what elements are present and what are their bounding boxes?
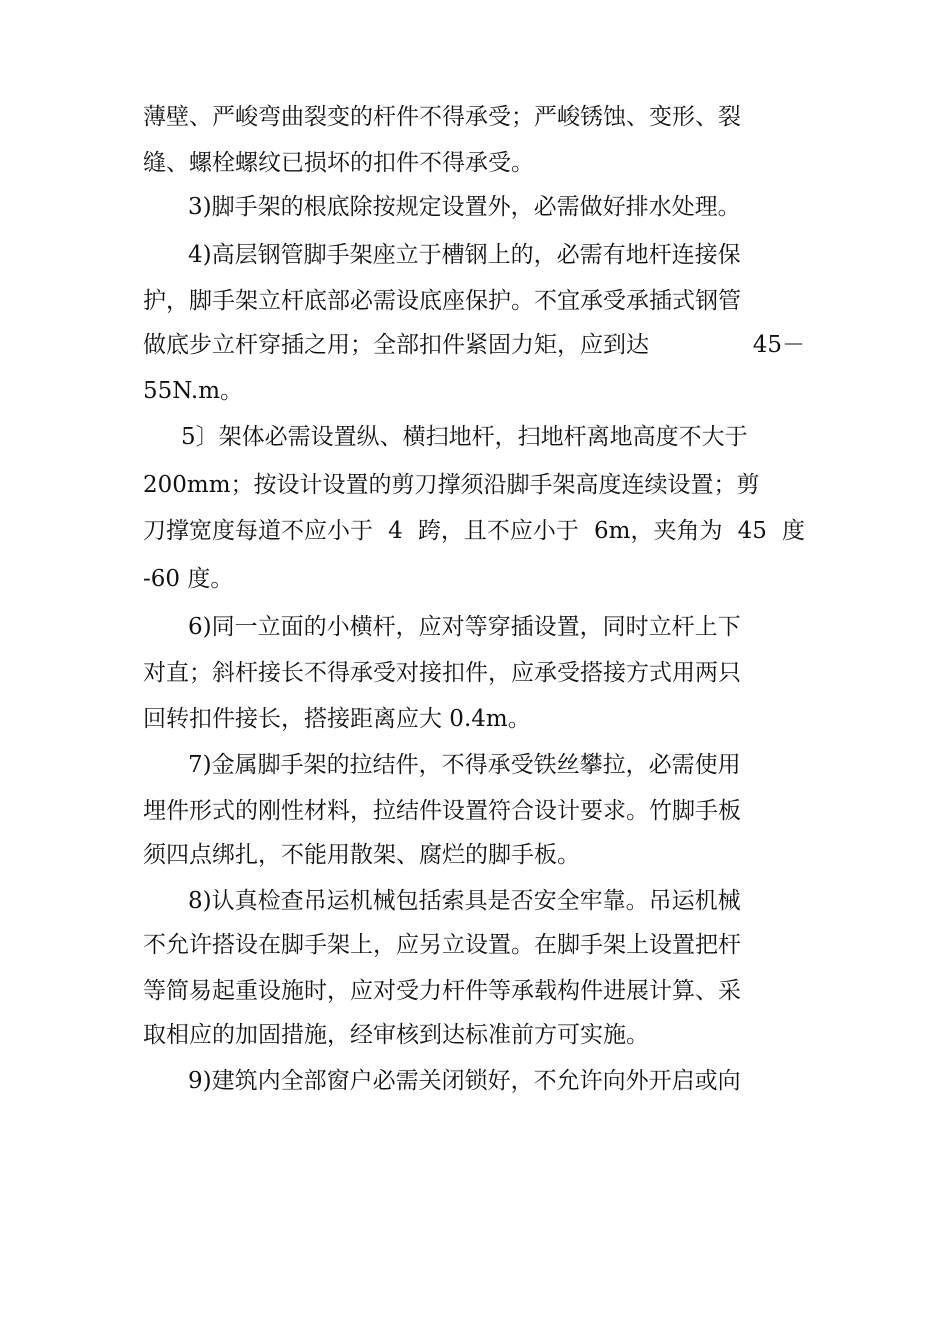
text-segment: 刀撑宽度每道不应小于 xyxy=(143,518,373,544)
text-segment: 度 xyxy=(782,518,805,544)
text-line: 埋件形式的刚性材料，拉结件设置符合设计要求。竹脚手板 xyxy=(143,798,741,824)
text-line: 等简易起重设施时，应对受力杆件等承载构件进展计算、采 xyxy=(143,978,741,1004)
text-line: 缝、螺栓螺纹已损坏的扣件不得承受。 xyxy=(143,150,534,176)
paragraph-6-line: 6)同一立面的小横杆，应对等穿插设置，同时立杆上下 xyxy=(188,614,741,640)
text-segment: 做底步立杆穿插之用；全部扣件紧固力矩，应到达 xyxy=(143,332,649,358)
paragraph-8-line: 8)认真检查吊运机械包括索具是否安全牢靠。吊运机械 xyxy=(188,888,741,914)
text-line: 取相应的加固措施，经审核到达标准前方可实施。 xyxy=(143,1022,649,1048)
paragraph-7-line: 7)金属脚手架的拉结件，不得承受铁丝攀拉，必需使用 xyxy=(188,752,741,778)
text-line: 不允许搭设在脚手架上，应另立设置。在脚手架上设置把杆 xyxy=(143,932,741,958)
text-segment: 4 xyxy=(388,518,403,544)
text-line: -60 度。 xyxy=(143,566,234,592)
text-segment: 45－ xyxy=(752,332,805,358)
text-line-justified xyxy=(143,328,805,362)
text-segment: 45 xyxy=(737,518,767,544)
text-line: 薄壁、严峻弯曲裂变的杆件不得承受；严峻锈蚀、变形、裂 xyxy=(143,104,741,130)
text-segment: 6m，夹角为 xyxy=(594,518,723,544)
text-line: 须四点绑扎，不能用散架、腐烂的脚手板。 xyxy=(143,842,580,868)
paragraph-4-line: 4)高层钢管脚手架座立于槽钢上的，必需有地杆连接保 xyxy=(188,242,741,268)
text-segment: 跨，且不应小于 xyxy=(417,518,579,544)
paragraph-5-line: 5〕架体必需设置纵、横扫地杆，扫地杆离地高度不大于 xyxy=(181,424,748,450)
text-line: 对直；斜杆接长不得承受对接扣件，应承受搭接方式用两只 xyxy=(143,660,741,686)
text-line: 200mm；按设计设置的剪刀撑须沿脚手架高度连续设置；剪 xyxy=(143,472,760,498)
paragraph-9-line: 9)建筑内全部窗户必需关闭锁好，不允许向外开启或向 xyxy=(188,1068,741,1094)
paragraph-3-line: 3)脚手架的根底除按规定设置外，必需做好排水处理。 xyxy=(188,194,741,220)
text-line: 55N.m。 xyxy=(143,378,244,404)
text-line: 回转扣件接长，搭接距离应大 0.4m。 xyxy=(143,706,531,732)
text-line-justified xyxy=(143,514,805,548)
text-line: 护，脚手架立杆底部必需设底座保护。不宜承受承插式钢管 xyxy=(143,288,741,314)
